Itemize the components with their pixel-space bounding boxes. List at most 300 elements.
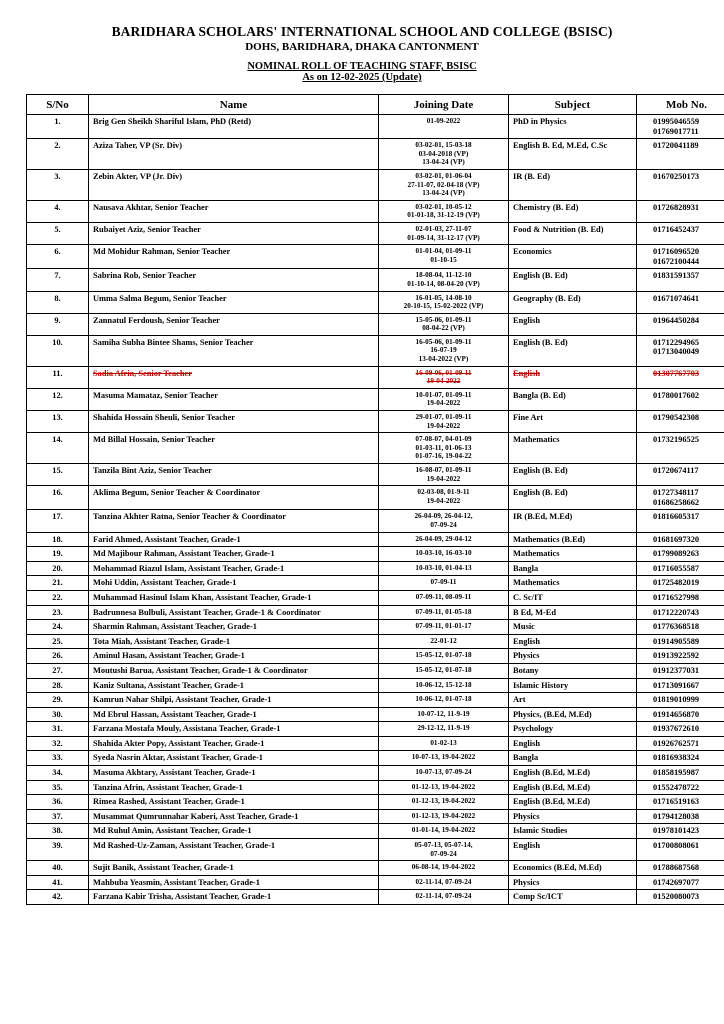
name-cell: Md Ebrul Hassan, Assistant Teacher, Grade-1	[89, 707, 379, 722]
table-row	[27, 824, 724, 839]
joining-date-cell-line: 05-07-13, 05-07-14,	[414, 841, 473, 850]
joining-date-cell	[379, 649, 509, 664]
mobile-number-cell	[637, 561, 724, 576]
joining-date-cell-line: 06-08-14, 19-04-2022	[411, 863, 476, 872]
mobile-number-cell	[637, 335, 724, 366]
serial-number-cell: 2.	[27, 139, 89, 170]
subject-cell: Fine Art	[509, 411, 637, 433]
joining-date-cell	[379, 751, 509, 766]
joining-date-cell-line: 01-03-11, 01-06-13	[415, 443, 472, 452]
mobile-number-cell	[637, 169, 724, 200]
mobile-number-cell-line: 01727348117	[653, 488, 699, 498]
mobile-number-cell-line: 01964450284	[653, 315, 700, 325]
serial-number-cell: 21.	[27, 576, 89, 591]
joining-date-cell	[379, 245, 509, 269]
serial-number-cell: 32.	[27, 736, 89, 751]
subject-cell: Mathematics	[509, 433, 637, 464]
joining-date-cell-line: 26-04-09, 29-04-12	[415, 534, 472, 543]
subject-cell: Physics	[509, 875, 637, 890]
serial-number-cell: 36.	[27, 795, 89, 810]
name-cell: Zebin Akter, VP (Jr. Div)	[89, 169, 379, 200]
serial-number-cell: 29.	[27, 693, 89, 708]
joining-date-cell-line: 13-04-24 (VP)	[422, 189, 465, 198]
joining-date-cell-line: 01-01-14, 19-04-2022	[411, 826, 476, 835]
table-row	[27, 736, 724, 751]
name-cell: Tota Miah, Assistant Teacher, Grade-1	[89, 634, 379, 649]
mobile-number-cell-line: 01816938324	[653, 753, 700, 763]
serial-number-cell: 24.	[27, 620, 89, 635]
joining-date-cell-line: 16-01-05, 14-08-10	[415, 293, 472, 302]
joining-date-cell	[379, 335, 509, 366]
joining-date-cell-line: 22-01-12	[430, 636, 457, 645]
joining-date-cell-line: 26-04-09, 26-04-12,	[414, 512, 473, 521]
mobile-number-cell-line: 01914905589	[653, 636, 700, 646]
subject-cell: English	[509, 366, 637, 388]
table-body	[27, 115, 724, 905]
joining-date-cell-line: 15-05-12, 01-07-18	[415, 665, 472, 674]
table-row	[27, 169, 724, 200]
mobile-number-cell	[637, 464, 724, 486]
joining-date-cell-line: 27-11-07, 02-04-18 (VP)	[407, 180, 480, 189]
mobile-number-cell-line: 01790542308	[653, 413, 700, 423]
joining-date-cell	[379, 693, 509, 708]
serial-number-cell: 5.	[27, 222, 89, 244]
subject-cell: English	[509, 736, 637, 751]
serial-number-cell: 39.	[27, 839, 89, 861]
joining-date-cell	[379, 561, 509, 576]
subject-cell: Chemistry (B. Ed)	[509, 200, 637, 222]
joining-date-cell	[379, 291, 509, 313]
subject-cell: Art	[509, 693, 637, 708]
mobile-number-cell	[637, 634, 724, 649]
name-cell: Moutushi Barua, Assistant Teacher, Grade-1 & Coordinator	[89, 663, 379, 678]
joining-date-cell-line: 07-09-24	[430, 849, 457, 858]
subject-cell: English	[509, 839, 637, 861]
joining-date-cell	[379, 547, 509, 562]
mobile-number-cell	[637, 388, 724, 410]
joining-date-cell-line: 16-08-07, 01-09-11	[415, 466, 472, 474]
mobile-number-cell-line: 01978101423	[653, 826, 700, 836]
serial-number-cell: 10.	[27, 335, 89, 366]
serial-number-cell: 3.	[27, 169, 89, 200]
col-header-joining: Joining Date	[379, 95, 509, 115]
subject-cell: Physics	[509, 809, 637, 824]
name-cell: Md Billal Hossain, Senior Teacher	[89, 433, 379, 464]
name-cell: Musammat Qumrunnahar Kaberi, Asst Teacher, Grade-1	[89, 809, 379, 824]
mobile-number-cell	[637, 693, 724, 708]
serial-number-cell: 16.	[27, 486, 89, 510]
subject-cell: Psychology	[509, 722, 637, 737]
mobile-number-cell-line: 01686258662	[653, 497, 700, 507]
joining-date-cell	[379, 222, 509, 244]
mobile-number-cell-line: 01700808061	[653, 841, 700, 851]
joining-date-cell-line: 01-01-04, 01-09-11	[415, 247, 472, 256]
joining-date-cell	[379, 388, 509, 410]
mobile-number-cell-line: 01720674117	[653, 466, 699, 475]
name-cell: Md Majibour Rahman, Assistant Teacher, Grade-1	[89, 547, 379, 562]
joining-date-cell	[379, 620, 509, 635]
name-cell: Tanzina Akhter Ratna, Senior Teacher & Coordinator	[89, 510, 379, 532]
subject-cell: Islamic History	[509, 678, 637, 693]
joining-date-cell	[379, 590, 509, 605]
mobile-number-cell-line: 01725482019	[653, 578, 700, 588]
table-row	[27, 388, 724, 410]
table-row	[27, 780, 724, 795]
mobile-number-cell	[637, 766, 724, 781]
subject-cell: IR (B.Ed, M.Ed)	[509, 510, 637, 532]
mobile-number-cell	[637, 366, 724, 388]
joining-date-cell-line: 02-03-08, 01-9-11	[417, 488, 470, 497]
name-cell: Kaniz Sultana, Assistant Teacher, Grade-1	[89, 678, 379, 693]
table-row	[27, 678, 724, 693]
subject-cell: English (B. Ed)	[509, 464, 637, 486]
subject-cell: English B. Ed, M.Ed, C.Sc	[509, 139, 637, 170]
table-row	[27, 839, 724, 861]
mobile-number-cell-line: 01819010999	[653, 695, 700, 705]
name-cell: Sadia Afrin, Senior Teacher	[89, 366, 379, 388]
name-cell: Farid Ahmed, Assistant Teacher, Grade-1	[89, 532, 379, 547]
col-header-subject: Subject	[509, 95, 637, 115]
joining-date-cell-line: 10-06-12, 15-12-18	[415, 680, 472, 689]
mobile-number-cell-line: 01799089263	[653, 549, 700, 559]
joining-date-cell	[379, 861, 509, 876]
mobile-number-cell	[637, 751, 724, 766]
joining-date-cell-line: 01-12-13, 19-04-2022	[411, 782, 476, 791]
mobile-number-cell	[637, 839, 724, 861]
table-row	[27, 707, 724, 722]
serial-number-cell: 11.	[27, 366, 89, 388]
serial-number-cell: 34.	[27, 766, 89, 781]
mobile-number-cell-line: 01937672610	[653, 724, 700, 734]
joining-date-cell-line: 02-11-14, 07-09-24	[415, 892, 472, 901]
mobile-number-cell-line: 01713091667	[653, 680, 700, 690]
mobile-number-cell-line: 01720041189	[653, 141, 699, 151]
joining-date-cell	[379, 766, 509, 781]
joining-date-cell	[379, 576, 509, 591]
joining-date-cell-line: 01-09-2022	[426, 117, 461, 125]
mobile-number-cell	[637, 590, 724, 605]
name-cell: Muhammad Hasinul Islam Khan, Assistant Teacher, Grade-1	[89, 590, 379, 605]
mobile-number-cell-line: 01671074641	[653, 293, 700, 303]
table-row	[27, 663, 724, 678]
table-row	[27, 222, 724, 244]
mobile-number-cell-line: 01914656870	[653, 709, 700, 719]
mobile-number-cell-line: 01788687568	[653, 863, 700, 873]
subject-cell: Islamic Studies	[509, 824, 637, 839]
joining-date-cell	[379, 115, 509, 139]
table-row	[27, 464, 724, 486]
name-cell: Sujit Banik, Assistant Teacher, Grade-1	[89, 861, 379, 876]
subject-cell: Economics	[509, 245, 637, 269]
joining-date-cell-line: 07-09-11, 01-01-17	[415, 622, 472, 631]
joining-date-cell-line: 29-01-07, 01-09-11	[415, 413, 472, 422]
mobile-number-cell-line: 01716519163	[653, 797, 700, 807]
subject-cell: English (B.Ed, M.Ed)	[509, 795, 637, 810]
name-cell: Shahida Hossain Sheuli, Senior Teacher	[89, 411, 379, 433]
name-cell: Aziza Taher, VP (Sr. Div)	[89, 139, 379, 170]
mobile-number-cell-line: 01912377031	[653, 665, 700, 675]
subject-cell: IR (B. Ed)	[509, 169, 637, 200]
joining-date-cell	[379, 269, 509, 291]
name-cell: Brig Gen Sheikh Shariful Islam, PhD (Retd)	[89, 115, 379, 139]
mobile-number-cell-line: 01672100444	[653, 256, 700, 266]
serial-number-cell: 14.	[27, 433, 89, 464]
joining-date-cell-line: 16-09-06, 01-09-11	[415, 368, 472, 377]
joining-date-cell-line: 10-03-10, 01-04-13	[415, 563, 472, 572]
name-cell: Mahbuba Yeasmin, Assistant Teacher, Grade-1	[89, 875, 379, 890]
mobile-number-cell-line: 01726828931	[653, 202, 700, 212]
table-row	[27, 291, 724, 313]
as-on-date: As on 12-02-2025 (Update)	[302, 72, 422, 83]
mobile-number-cell-line: 01716055587	[653, 563, 700, 573]
subject-cell: Bangla	[509, 561, 637, 576]
joining-date-cell-line: 20-10-15, 15-02-2022 (VP)	[403, 302, 484, 311]
name-cell: Aklima Begum, Senior Teacher & Coordinator	[89, 486, 379, 510]
name-cell: Mohammad Riazul Islam, Assistant Teacher, Grade-1	[89, 561, 379, 576]
roll-title: NOMINAL ROLL OF TEACHING STAFF, BSISC	[247, 61, 477, 72]
joining-date-cell-line: 19-04-2022	[426, 474, 461, 483]
subject-cell: Botany	[509, 663, 637, 678]
table-row	[27, 561, 724, 576]
mobile-number-cell-line: 01670250173	[653, 171, 700, 181]
table-row	[27, 766, 724, 781]
serial-number-cell: 22.	[27, 590, 89, 605]
mobile-number-cell-line: 01926762571	[653, 738, 700, 748]
joining-date-cell-line: 03-02-01, 15-03-18	[415, 141, 472, 150]
serial-number-cell: 25.	[27, 634, 89, 649]
name-cell: Sabrina Rob, Senior Teacher	[89, 269, 379, 291]
joining-date-cell	[379, 795, 509, 810]
table-row	[27, 486, 724, 510]
joining-date-cell-line: 01-12-13, 19-04-2022	[411, 811, 476, 820]
subject-cell: English (B.Ed, M.Ed)	[509, 780, 637, 795]
joining-date-cell-line: 01-07-16, 19-04-22	[415, 452, 472, 461]
joining-date-cell-line: 19-04-2022	[426, 399, 461, 408]
name-cell: Samiha Subha Bintee Shams, Senior Teacher	[89, 335, 379, 366]
joining-date-cell-line: 10-03-10, 16-03-10	[415, 549, 472, 558]
mobile-number-cell	[637, 200, 724, 222]
table-row	[27, 335, 724, 366]
name-cell: Kamrun Nahar Shilpi, Assistant Teacher, Grade-1	[89, 693, 379, 708]
joining-date-cell-line: 16-07-19	[430, 346, 457, 355]
name-cell: Zannatul Ferdoush, Senior Teacher	[89, 313, 379, 335]
table-row	[27, 795, 724, 810]
joining-date-cell	[379, 780, 509, 795]
table-row	[27, 576, 724, 591]
mobile-number-cell	[637, 411, 724, 433]
joining-date-cell-line: 01-01-18, 31-12-19 (VP)	[407, 211, 480, 220]
joining-date-cell-line: 13-04-2022 (VP)	[418, 355, 469, 364]
mobile-number-cell-line: 01712220743	[653, 607, 700, 617]
serial-number-cell: 30.	[27, 707, 89, 722]
name-cell: Masuma Mamataz, Senior Teacher	[89, 388, 379, 410]
joining-date-cell-line: 07-09-11, 01-05-18	[415, 607, 472, 616]
joining-date-cell-line: 15-05-12, 01-07-18	[415, 651, 472, 660]
table-row	[27, 547, 724, 562]
mobile-number-cell	[637, 486, 724, 510]
joining-date-cell-line: 19-04-2022	[426, 496, 461, 505]
mobile-number-cell	[637, 890, 724, 905]
mobile-number-cell	[637, 780, 724, 795]
mobile-number-cell-line: 01716452437	[653, 224, 700, 234]
joining-date-cell	[379, 663, 509, 678]
mobile-number-cell	[637, 139, 724, 170]
mobile-number-cell	[637, 722, 724, 737]
joining-date-cell-line: 10-07-12, 11-9-19	[417, 709, 470, 718]
joining-date-cell	[379, 634, 509, 649]
mobile-number-cell-line: 01831591357	[653, 271, 700, 281]
joining-date-cell	[379, 313, 509, 335]
mobile-number-cell	[637, 649, 724, 664]
serial-number-cell: 13.	[27, 411, 89, 433]
name-cell: Badrunnesa Bulbuli, Assistant Teacher, Grade-1 & Coordinator	[89, 605, 379, 620]
serial-number-cell: 37.	[27, 809, 89, 824]
mobile-number-cell-line: 01780017602	[653, 390, 700, 400]
joining-date-cell	[379, 875, 509, 890]
school-location: DOHS, BARIDHARA, DHAKA CANTONMENT	[245, 41, 479, 53]
subject-cell: Music	[509, 620, 637, 635]
mobile-number-cell	[637, 532, 724, 547]
mobile-number-cell	[637, 678, 724, 693]
serial-number-cell: 1.	[27, 115, 89, 139]
joining-date-cell	[379, 605, 509, 620]
serial-number-cell: 33.	[27, 751, 89, 766]
subject-cell: Mathematics (B.Ed)	[509, 532, 637, 547]
subject-cell: English	[509, 634, 637, 649]
serial-number-cell: 18.	[27, 532, 89, 547]
table-row	[27, 890, 724, 905]
mobile-number-cell-line: 01520080073	[653, 892, 700, 902]
subject-cell: English	[509, 313, 637, 335]
table-row	[27, 649, 724, 664]
mobile-number-cell-line: 01713040049	[653, 347, 700, 357]
mobile-number-cell	[637, 269, 724, 291]
joining-date-cell	[379, 169, 509, 200]
joining-date-cell	[379, 486, 509, 510]
serial-number-cell: 31.	[27, 722, 89, 737]
document-header	[0, 0, 724, 83]
joining-date-cell-line: 10-07-13, 07-09-24	[415, 768, 472, 777]
name-cell: Farzana Mostafa Mouly, Assistana Teacher, Grade-1	[89, 722, 379, 737]
mobile-number-cell	[637, 245, 724, 269]
name-cell: Masuma Akhtary, Assistant Teacher, Grade-1	[89, 766, 379, 781]
subject-cell: Bangla (B. Ed)	[509, 388, 637, 410]
subject-cell: Geography (B. Ed)	[509, 291, 637, 313]
joining-date-cell-line: 03-02-01, 01-06-04	[415, 171, 472, 180]
joining-date-cell-line: 01-10-14, 08-04-20 (VP)	[407, 279, 480, 288]
table-row	[27, 115, 724, 139]
subject-cell: English (B. Ed)	[509, 486, 637, 510]
table-row	[27, 139, 724, 170]
table-row	[27, 366, 724, 388]
joining-date-cell-line: 10-06-12, 01-07-18	[415, 695, 472, 704]
joining-date-cell-line: 07-09-24	[430, 520, 457, 529]
teaching-staff-table	[26, 94, 724, 905]
serial-number-cell: 19.	[27, 547, 89, 562]
subject-cell: Bangla	[509, 751, 637, 766]
joining-date-cell	[379, 366, 509, 388]
mobile-number-cell-line: 01913922592	[653, 651, 700, 661]
name-cell: Md Mohidur Rahman, Senior Teacher	[89, 245, 379, 269]
mobile-number-cell	[637, 736, 724, 751]
joining-date-cell-line: 18-08-04, 11-12-10	[415, 271, 472, 280]
table-row	[27, 411, 724, 433]
joining-date-cell	[379, 510, 509, 532]
name-cell: Mohi Uddin, Assistant Teacher, Grade-1	[89, 576, 379, 591]
serial-number-cell: 26.	[27, 649, 89, 664]
joining-date-cell-line: 16-05-06, 01-09-11	[415, 337, 472, 346]
name-cell: Tanzina Afrin, Assistant Teacher, Grade-1	[89, 780, 379, 795]
subject-cell: C. Sc/IT	[509, 590, 637, 605]
mobile-number-cell	[637, 115, 724, 139]
table-row	[27, 433, 724, 464]
joining-date-cell-line: 19-04-2022	[426, 377, 461, 386]
subject-cell: English (B.Ed, M.Ed)	[509, 766, 637, 781]
mobile-number-cell-line: 01816605317	[653, 512, 700, 522]
mobile-number-cell	[637, 313, 724, 335]
col-header-mob: Mob No.	[637, 95, 724, 115]
subject-cell: PhD in Physics	[509, 115, 637, 139]
mobile-number-cell	[637, 605, 724, 620]
mobile-number-cell-line: 01776368518	[653, 622, 700, 632]
mobile-number-cell	[637, 433, 724, 464]
joining-date-cell-line: 03-02-01, 10-05-12	[415, 202, 472, 211]
mobile-number-cell	[637, 707, 724, 722]
serial-number-cell: 7.	[27, 269, 89, 291]
table-row	[27, 313, 724, 335]
serial-number-cell: 6.	[27, 245, 89, 269]
subject-cell: Mathematics	[509, 547, 637, 562]
table-row	[27, 590, 724, 605]
name-cell: Sharmin Rahman, Assistant Teacher, Grade-1	[89, 620, 379, 635]
mobile-number-cell-line: 01794128038	[653, 811, 700, 821]
mobile-number-cell-line: 01681697320	[653, 534, 700, 544]
table-row	[27, 532, 724, 547]
mobile-number-cell	[637, 809, 724, 824]
joining-date-cell	[379, 532, 509, 547]
joining-date-cell	[379, 809, 509, 824]
col-header-sno: S/No	[27, 95, 89, 115]
mobile-number-cell	[637, 663, 724, 678]
table-row	[27, 751, 724, 766]
name-cell: Shahida Akter Popy, Assistant Teacher, Grade-1	[89, 736, 379, 751]
joining-date-cell	[379, 464, 509, 486]
serial-number-cell: 40.	[27, 861, 89, 876]
serial-number-cell: 12.	[27, 388, 89, 410]
joining-date-cell-line: 07-09-11, 08-09-11	[415, 592, 472, 601]
mobile-number-cell-line: 01732196525	[653, 435, 700, 445]
mobile-number-cell-line: 01552478722	[653, 782, 700, 792]
serial-number-cell: 27.	[27, 663, 89, 678]
subject-cell: B Ed, M-Ed	[509, 605, 637, 620]
subject-cell: Physics	[509, 649, 637, 664]
serial-number-cell: 38.	[27, 824, 89, 839]
table-row	[27, 809, 724, 824]
serial-number-cell: 41.	[27, 875, 89, 890]
col-header-name: Name	[89, 95, 379, 115]
name-cell: Rimea Rashed, Assistant Teacher, Grade-1	[89, 795, 379, 810]
joining-date-cell-line: 08-04-22 (VP)	[422, 324, 465, 333]
serial-number-cell: 23.	[27, 605, 89, 620]
joining-date-cell-line: 19-04-2022	[426, 421, 461, 430]
name-cell: Aminul Hasan, Assistant Teacher, Grade-1	[89, 649, 379, 664]
table-row	[27, 605, 724, 620]
joining-date-cell-line: 10-01-07, 01-09-11	[415, 390, 472, 399]
table-row	[27, 861, 724, 876]
table-row	[27, 269, 724, 291]
joining-date-cell	[379, 824, 509, 839]
name-cell: Md Rashed-Uz-Zaman, Assistant Teacher, Grade-1	[89, 839, 379, 861]
